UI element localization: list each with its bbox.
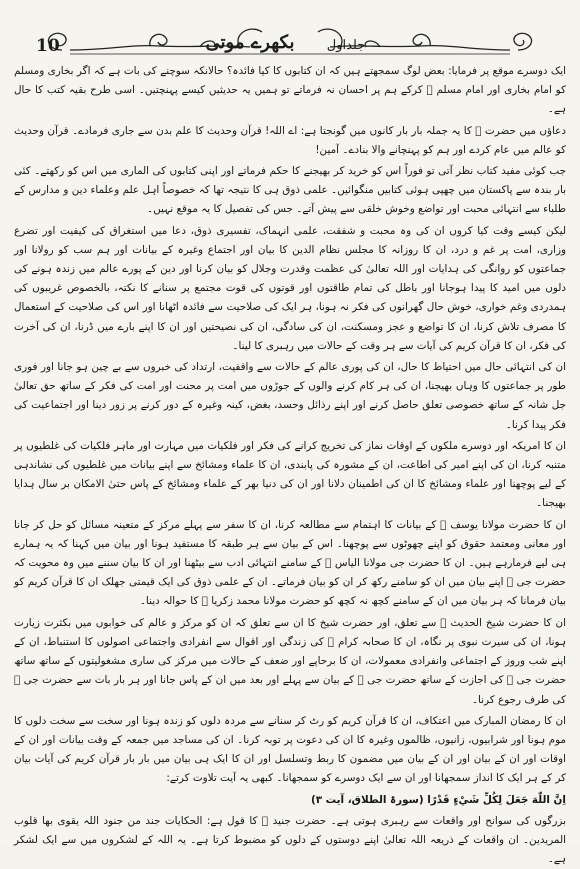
quranic-verse: اِنَّ اللّٰهَ جَعَلَ لِكُلِّ شَيْءٍ قَدْرًا (سورۃ الطلاق، آیت ۳) <box>310 793 566 806</box>
paragraph: ان کا حضرت مولانا یوسف ﷫ کے بیانات کا اہتمام سے مطالعہ کرنا، ان کا سفر سے پہلے مرکز کے متعینہ مسائل کو حل کر جانا اور معانی ومعتمد حقوق کو اپنے چھوٹوں سے پوچھنا۔ اس کے بیان سے ہر طبقہ کا مستفید ہونا اور بیان میں کہنا کہ یہ ہمارے ہی لیے فرمارہے ہیں۔ ان کا حضرت جی مولانا الیاس ﷫ کے سامنے انتہائی ادب سے بیٹھنا اور ان کا بیان سننے میں وہ محویت کہ حضرت جی ﷫ اپنے بیان میں ان کو سامنے رکھ کر ان کو بیان فرماتے۔ ان کے علمی ذوق کی ایک قیمتی جھلک ان کا قرآن کریم کو بیان فرمانا کہ ہر بیان میں ان کے سامنے کچھ نہ کچھ کو حضرت مولانا محمد زکریا ﷫ کا حوالہ دینا۔ <box>14 518 566 608</box>
paragraph: ان کا حضرت شیخ الحدیث ﷫ سے تعلق، اور حضرت شیخ کا ان سے تعلق کہ ان کو مرکز و عالم کی خوابوں میں بکثرت زیارت ہونا، ان کی سیرت نبوی پر نگاہ، ان کا صحابہ کرام ﷢ کی زندگی اور اقوال سے انفرادی واجتماعی اصولوں کا استنباط، ان کے اپنے شب وروز کے اجتماعی وانفرادی معمولات، ان کا برحاپے اور ضعف کے حالات میں مرکز کی ساری مشغولیتوں کے ساتھ ساتھ حضرت جی ﷫ کی اجازت کے ساتھ حضرت جی ﷫ کے بیان سے پہلے اور بعد میں ان کے پاس جانا اور ہر بار بات سے حضرت جی ﷫ کی طرف رجوع کرنا۔ <box>14 616 566 706</box>
page-number: 10 <box>36 36 60 56</box>
paragraph: دعاؤں میں حضرت ﷫ کا یہ جملہ بار بار کانوں میں گونجتا ہے: اے اللہ! قرآن وحدیث کا علم بدن سے جاری فرمادے۔ قرآن وحدیث کو عالم میں عام کردے اور ہم کو پہنچانے والا بنادے۔ آمین! <box>14 124 566 156</box>
paragraph: ایک دوسرے موقع پر فرمایا: بعض لوگ سمجھتے ہیں کہ ان کتابوں کا کیا فائدہ؟ حالانکہ سوچنے کی بات ہے کہ اگر بخاری ومسلم کو امام بخاری اور امام مسلم ﷫ کرکے ہم پر احسان نہ فرماتے تو ہمیں یہ حدیثیں کیسے پہنچتیں۔ اسی طرح بقیہ کتب کا حال ہے۔ <box>14 65 566 116</box>
paragraph: بزرگوں کی سوانح اور واقعات سے رہبری ہوتی ہے۔ حضرت جنید ﷫ کا قول ہے: الحکایات جند من جنود اللہ یقوی بھا قلوب المریدین۔ ان واقعات کے ذریعہ اللہ تعالیٰ اپنے دوستوں کے دلوں کو مضبوط کرتا ہے۔ یہ اللہ کے لشکروں میں سے ایک لشکر ہے۔ <box>14 814 566 866</box>
book-title: بکھرے موتی <box>205 32 295 53</box>
paragraph: ان کی انتہائی حال میں احتیاط کا حال، ان کی پوری عالم کے حالات سے واقفیت، ارتداد کی خبروں سے بے چین ہو جانا اور فوری طور پر جماعتوں کا وہاں بھیجنا، ان کی ہر کام کرنے والوں کے جوڑوں میں امت پر محنت اور امت کی فکر کے ساتھ حق تعالیٰ جل شانہ کے ساتھ خصوصی تعلق حاصل کرنے اور اپنے رذائل وحسد، بغض، کینہ وغیرہ کے دور کرنے پر زور دینا اور اجتماعیت کی فکر پیدا کرنا۔ <box>14 361 566 431</box>
volume-label: جلداول <box>326 38 366 53</box>
paragraph: ان کا امریکہ اور دوسرے ملکوں کے اوقات نماز کی تخریج کرانے کی فکر اور فلکیات میں مہارت اور ماہر فلکیات کی غلطیوں پر متنبہ کرنا، ان کی اپنے امیر کی اطاعت، ان کے مشورہ کی پابندی، ان کا علماء ومشائخ سے اپنے بیانات میں غلطیوں کی نشاندہی کے لیے پوچھنا اور علماء ومشائخ کا ان کی اطمینان دلانا اور ان کی دنیا بھر کے علماء ومشائخ کے پاس حتیٰ الامکان بر سال ہدایا بھیجنا۔ <box>14 439 566 510</box>
page-header <box>0 14 580 58</box>
body-text <box>14 62 566 866</box>
paragraph: جب کوئی مفید کتاب نظر آتی تو فوراً اس کو خرید کر بھیجنے کا حکم فرماتے اور اپنی کتابوں کی الماری میں اس کو رکھتے۔ کئی بار بندہ سے پاکستان میں چھپی ہوئی کتابیں منگوائیں۔ علمی ذوق ہی کا نتیجہ تھا کہ خصوصاً اہل علم وعلماء دین و مدارس کے طلباء سے انتہائی محبت اور تواضع وخوش خلقی سے پیش آتے۔ جس کی تفصیل کا یہ موقع نہیں۔ <box>14 165 566 216</box>
paragraph: ان کا رمضان المبارک میں اعتکاف، ان کا قرآن کریم کو رٹ کر سنانے سے مردہ دلوں کو زندہ ہونا اور سخت سے سخت دلوں کا موم ہونا اور شرابیوں، زانیوں، ظالموں وغیرہ کا ان کی دعوت پر توبہ کرنا۔ ان کی مساجد میں جمعہ کے وقت بیانات اور ان کے اوقات اور ان کے بیان اور ان کے بیان میں مضمون کا ربط وتسلسل اور ان کا ایک ہی بیان میں بار بار قرآن کریم کی آیات بیان کر کے ہر ایک کا انداز سمجھانا اور ان سے ایک دوسرے کو سمجھانا۔ کبھی یہ آیت تلاوت کرتے: <box>14 714 566 785</box>
paragraph: لیکن کیسے وقت کیا کروں ان کی وہ محبت و شفقت، علمی انہماک، تفسیری ذوق، دعا میں استغراق کی کیفیت اور تضرع وزاری، امت پر غم و درد، ان کا روزانہ کا مجلس نظام الدین کا بیان اور اجتماع وغیرہ کے بیانات اور ہم سب کو رولانا اور جماعتوں کو روانگی کی ہدایات اور اللہ تعالیٰ کی عظمت وقدرت وجلال کو بیان کرنا اور دین کے پورے عالم میں زندہ ہونے کی دلوں میں امید کا پیدا ہوجانا اور باطل کی تمام طاقتوں اور قوتوں کی قوت مجتمع پر سنانے کا نکتہ، بالخصوص غریبوں کی ہمدردی وغم خواری، خوش حال گھرانوں کی فکر نہ ہونا، ہر ایک کی صلاحیت سے فائدہ اٹھانا اور اس کی صلاحیت کے استعمال کا مصرف تلاش کرنا، ان کا تواضع و عجز ومسکنت، ان کی سادگی، ان کی نصیحتیں اور ان کا اپنے بارے میں ڈرنا، ان کی آخرت کی فکر، ان کا قرآن کریم کی آیات سے ہر وقت کے حالات میں رہبری کا لینا۔ <box>14 224 566 352</box>
